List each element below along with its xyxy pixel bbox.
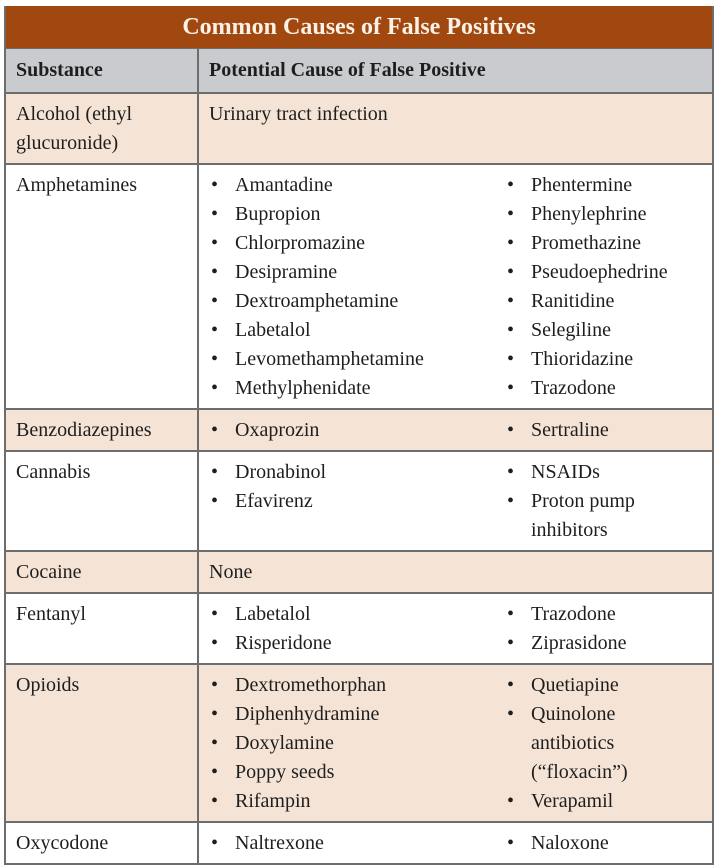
list-item-text: Labetalol <box>235 319 311 341</box>
bullet-icon: • <box>211 174 219 196</box>
cause-list-left <box>209 600 505 658</box>
cause-cell <box>198 451 712 551</box>
cause-columns <box>209 458 702 545</box>
bullet-icon: • <box>211 732 219 754</box>
list-item-text: Ziprasidone <box>531 632 627 654</box>
cause-text: None <box>209 561 253 583</box>
bullet-icon: • <box>211 790 219 812</box>
bullet-icon: • <box>211 348 219 370</box>
bullet-icon: • <box>211 377 219 399</box>
cause-list-right <box>505 829 702 858</box>
bullet-icon: • <box>211 490 219 512</box>
list-item <box>505 787 702 816</box>
substance-cell: Oxycodone <box>16 832 109 854</box>
table-body <box>6 93 712 863</box>
list-item <box>505 600 702 629</box>
bullet-icon: • <box>211 232 219 254</box>
cause-list-right <box>505 416 702 445</box>
table-row <box>6 164 712 409</box>
bullet-icon: • <box>507 490 515 512</box>
list-item-text: Quinolone antibiotics (“floxacin”) <box>531 703 628 783</box>
list-item <box>209 171 505 200</box>
bullet-icon: • <box>507 377 515 399</box>
list-item-text: Chlorpromazine <box>235 232 365 254</box>
list-item-text: Phentermine <box>531 174 633 196</box>
list-item-text: Poppy seeds <box>235 761 335 783</box>
bullet-icon: • <box>211 461 219 483</box>
list-item-text: Verapamil <box>531 790 614 812</box>
list-item-text: Diphenhydramine <box>235 703 380 725</box>
bullet-icon: • <box>211 632 219 654</box>
list-item <box>209 758 505 787</box>
bullet-icon: • <box>507 203 515 225</box>
list-item <box>209 416 505 445</box>
list-item <box>505 829 702 858</box>
list-item-text: Risperidone <box>235 632 332 654</box>
list-item <box>209 787 505 816</box>
list-item <box>505 416 702 445</box>
bullet-icon: • <box>211 261 219 283</box>
list-item-text: Doxylamine <box>235 732 334 754</box>
bullet-icon: • <box>211 203 219 225</box>
list-item-text: NSAIDs <box>531 461 600 483</box>
list-item <box>209 258 505 287</box>
list-item-text: Naloxone <box>531 832 609 854</box>
cause-list-left <box>209 829 505 858</box>
cause-cell <box>198 664 712 822</box>
list-item <box>209 487 505 516</box>
cause-cell <box>198 551 712 593</box>
list-item <box>209 671 505 700</box>
bullet-icon: • <box>211 761 219 783</box>
bullet-icon: • <box>507 703 515 725</box>
list-item-text: Proton pump inhibitors <box>531 490 635 541</box>
list-item-text: Dextroamphetamine <box>235 290 399 312</box>
table-row <box>6 551 712 593</box>
cause-list-right <box>505 171 702 403</box>
bullet-icon: • <box>507 319 515 341</box>
cause-cell <box>198 93 712 164</box>
bullet-icon: • <box>211 832 219 854</box>
substance-cell: Alcohol (ethyl glucuronide) <box>6 93 198 164</box>
list-item <box>209 629 505 658</box>
table-row <box>6 451 712 551</box>
list-item <box>209 200 505 229</box>
bullet-icon: • <box>507 832 515 854</box>
cause-columns <box>209 171 702 403</box>
list-item-text: Bupropion <box>235 203 321 225</box>
bullet-icon: • <box>507 674 515 696</box>
list-item <box>505 200 702 229</box>
substance-cell: Cocaine <box>6 551 198 593</box>
cause-cell <box>198 822 712 863</box>
list-item-text: Efavirenz <box>235 490 313 512</box>
list-item-text: Pseudoephedrine <box>531 261 668 283</box>
table-row <box>6 664 712 822</box>
list-item <box>209 600 505 629</box>
cause-cell <box>198 164 712 409</box>
cause-list-right <box>505 671 702 816</box>
list-item <box>505 671 702 700</box>
cause-list-right <box>505 600 702 658</box>
cause-list-left <box>209 171 505 403</box>
list-item-text: Labetalol <box>235 603 311 625</box>
cause-cell <box>198 409 712 451</box>
header-row <box>6 49 712 93</box>
data-table <box>6 49 712 863</box>
bullet-icon: • <box>507 790 515 812</box>
list-item <box>505 287 702 316</box>
list-item-text: Dronabinol <box>235 461 327 483</box>
cause-list-left <box>209 671 505 816</box>
list-item <box>209 700 505 729</box>
substance-cell: Cannabis <box>6 451 198 551</box>
list-item-text: Quetiapine <box>531 674 619 696</box>
cause-list-left <box>209 416 505 445</box>
table-row <box>6 93 712 164</box>
cause-cell <box>198 593 712 664</box>
bullet-icon: • <box>211 674 219 696</box>
substance-cell: Opioids <box>6 664 198 822</box>
list-item-text: Trazodone <box>531 603 616 625</box>
cause-list-left <box>209 458 505 545</box>
list-item-text: Trazodone <box>531 377 616 399</box>
list-item <box>209 316 505 345</box>
bullet-icon: • <box>211 419 219 441</box>
table-row <box>6 409 712 451</box>
table-row <box>6 593 712 664</box>
bullet-icon: • <box>507 461 515 483</box>
list-item-text: Naltrexone <box>235 832 324 854</box>
bullet-icon: • <box>211 703 219 725</box>
list-item <box>209 229 505 258</box>
list-item-text: Desipramine <box>235 261 338 283</box>
list-item-text: Rifampin <box>235 790 311 812</box>
substance-cell: Amphetamines <box>6 164 198 409</box>
cause-list-right <box>505 458 702 545</box>
bullet-icon: • <box>211 319 219 341</box>
list-item <box>505 258 702 287</box>
substance-cell: Benzodiazepines <box>6 409 198 451</box>
bullet-icon: • <box>507 174 515 196</box>
header-substance: Substance <box>6 49 198 93</box>
cause-columns <box>209 829 702 858</box>
list-item <box>505 229 702 258</box>
list-item-text: Oxaprozin <box>235 419 320 441</box>
cause-columns <box>209 600 702 658</box>
cause-columns <box>209 671 702 816</box>
list-item <box>505 171 702 200</box>
header-cause: Potential Cause of False Positive <box>198 49 712 93</box>
list-item <box>209 729 505 758</box>
list-item-text: Methylphenidate <box>235 377 371 399</box>
list-item <box>505 458 702 487</box>
list-item <box>209 829 505 858</box>
list-item <box>505 700 702 787</box>
bullet-icon: • <box>507 603 515 625</box>
list-item-text: Levomethamphetamine <box>235 348 424 370</box>
list-item <box>209 374 505 403</box>
list-item-text: Thioridazine <box>531 348 634 370</box>
bullet-icon: • <box>507 632 515 654</box>
list-item-text: Selegiline <box>531 319 611 341</box>
list-item-text: Dextromethorphan <box>235 674 387 696</box>
list-item <box>505 316 702 345</box>
table-row <box>6 822 712 863</box>
list-item <box>505 374 702 403</box>
list-item <box>209 458 505 487</box>
list-item-text: Promethazine <box>531 232 641 254</box>
bullet-icon: • <box>507 290 515 312</box>
list-item <box>505 487 702 545</box>
list-item-text: Amantadine <box>235 174 333 196</box>
substance-cell: Fentanyl <box>6 593 198 664</box>
bullet-icon: • <box>211 603 219 625</box>
list-item <box>505 629 702 658</box>
list-item <box>505 345 702 374</box>
list-item <box>209 287 505 316</box>
list-item-text: Ranitidine <box>531 290 615 312</box>
false-positives-table <box>4 6 714 865</box>
bullet-icon: • <box>211 290 219 312</box>
cause-columns <box>209 416 702 445</box>
list-item <box>209 345 505 374</box>
table-title: Common Causes of False Positives <box>6 6 712 49</box>
list-item-text: Sertraline <box>531 419 609 441</box>
cause-text: Urinary tract infection <box>209 103 388 125</box>
bullet-icon: • <box>507 232 515 254</box>
bullet-icon: • <box>507 348 515 370</box>
bullet-icon: • <box>507 419 515 441</box>
bullet-icon: • <box>507 261 515 283</box>
list-item-text: Phenylephrine <box>531 203 647 225</box>
